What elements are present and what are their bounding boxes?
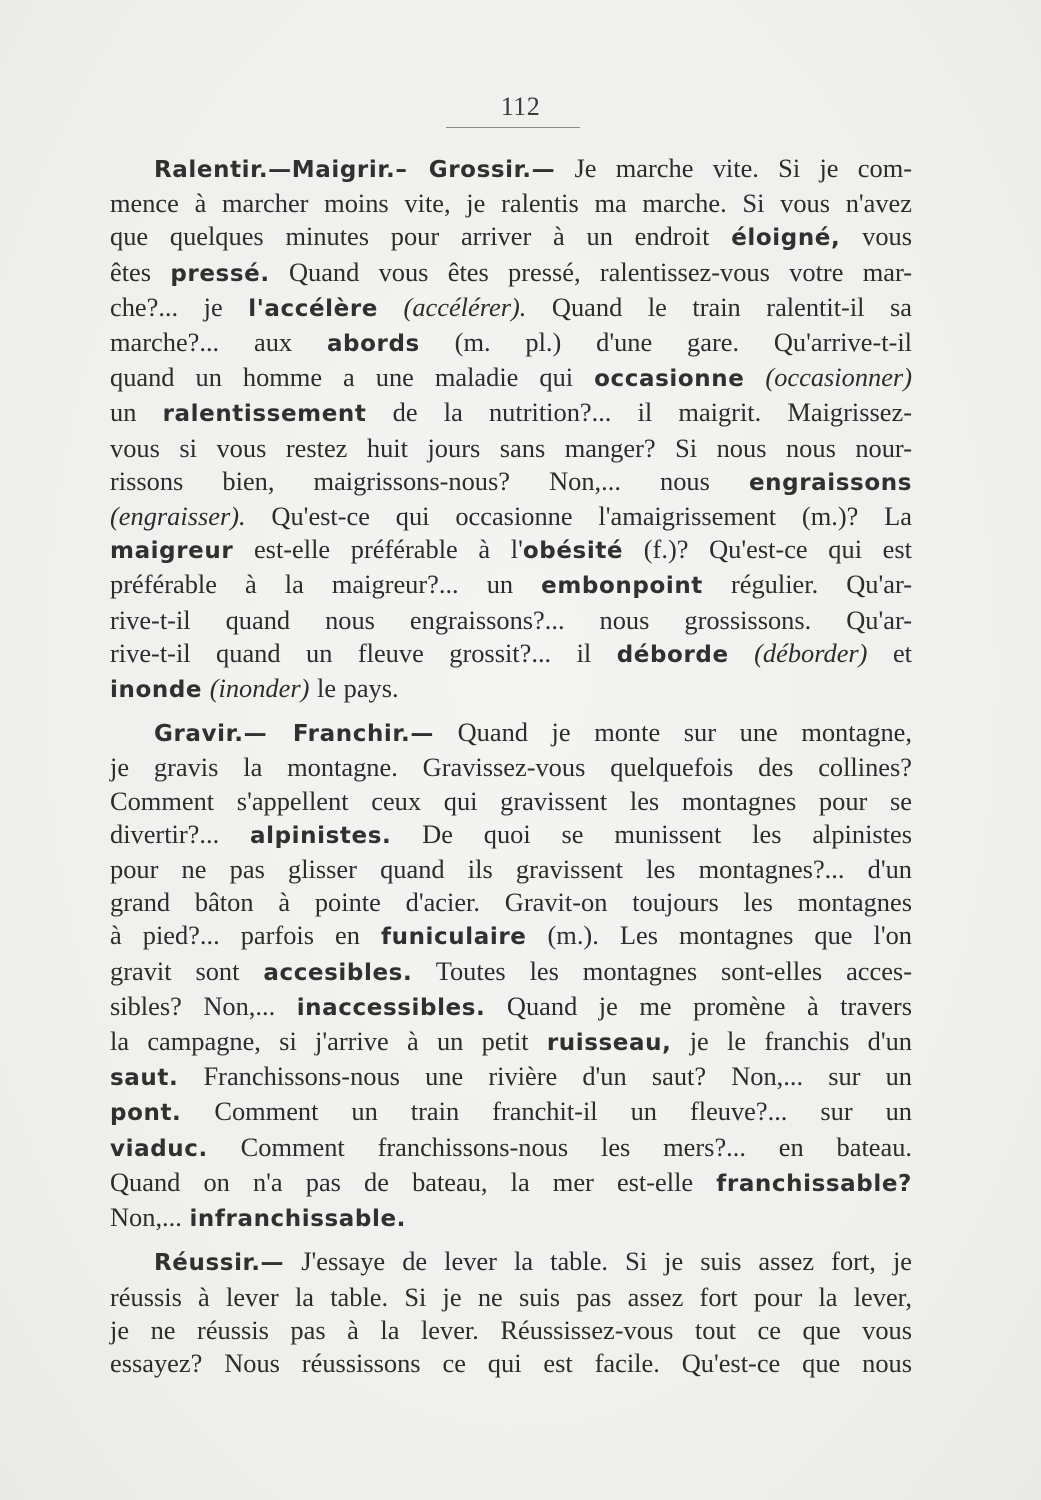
italic-term: (inonder)	[209, 673, 310, 704]
bold-term: inonde	[110, 677, 203, 704]
text-line	[110, 568, 912, 603]
text-line	[110, 152, 912, 187]
text-run: vous si vous restez huit jours sans manger? Si nous nous nour-	[110, 432, 912, 463]
text-run: Franchissons-nous une rivière d'un saut? Non,... sur un	[178, 1061, 912, 1092]
bold-term: pont.	[110, 1100, 182, 1127]
text-line	[110, 187, 912, 220]
text-run: réussis à lever la table. Si je ne suis pas assez fort pour la lever,	[110, 1281, 912, 1312]
text-line	[110, 886, 912, 919]
bold-term: déborde	[616, 641, 729, 668]
text-run: et	[867, 637, 912, 668]
bold-term: alpinistes.	[250, 822, 392, 849]
bold-term: pressé.	[170, 260, 270, 287]
italic-term: (engraisser).	[110, 501, 246, 532]
text-line	[110, 716, 912, 751]
text-run	[729, 638, 754, 668]
bold-term: éloigné,	[731, 225, 841, 252]
text-line	[110, 604, 912, 637]
bold-term: ruisseau,	[546, 1030, 672, 1057]
text-run: Non,...	[110, 1202, 190, 1233]
bold-term: funiculaire	[381, 924, 527, 951]
text-run: Quand le train ralentit-il sa	[526, 291, 912, 322]
bold-term: obésité	[522, 538, 624, 565]
bold-term: franchissable?	[716, 1170, 912, 1197]
bold-term: maigreur	[110, 538, 234, 565]
text-run: gravit sont	[110, 955, 264, 986]
text-run: pour ne pas glisser quand ils gravissent les montagnes?... d'un	[110, 854, 912, 885]
bold-term: accesibles.	[263, 959, 413, 986]
paragraph	[110, 1245, 912, 1380]
text-line	[110, 1095, 912, 1130]
text-run: essayez? Nous réussissons ce qui est facile. Qu'est-ce que nous	[110, 1347, 912, 1378]
text-line	[110, 672, 912, 707]
text-run: Qu'est-ce qui occasionne l'amaigrissement (m.)? La	[245, 501, 912, 532]
text-run: sibles? Non,...	[110, 990, 297, 1021]
text-run: che?... je	[110, 291, 249, 322]
text-run: quand un homme a une maladie qui	[110, 362, 595, 393]
text-run: régulier. Qu'ar-	[702, 569, 912, 600]
text-line	[110, 919, 912, 954]
bold-term: occasionne	[594, 366, 745, 393]
text-line	[110, 1166, 912, 1201]
bold-term: abords	[326, 331, 420, 358]
text-run: vous	[840, 221, 912, 252]
text-line	[110, 955, 912, 990]
text-run: grand bâton à pointe d'acier. Gravit-on toujours les montagnes	[110, 887, 912, 918]
text-run: que quelques minutes pour arriver à un endroit	[110, 221, 732, 252]
text-run: Comment un train franchit-il un fleuve?... sur un	[181, 1096, 912, 1127]
text-line	[110, 465, 912, 500]
text-line	[110, 853, 912, 886]
text-run: J'essaye de lever la table. Si je suis assez fort, je	[284, 1246, 912, 1277]
text-line	[110, 1314, 912, 1347]
text-run: Quand je monte sur une montagne,	[434, 717, 912, 748]
text-run: Quand vous êtes pressé, ralentissez-vous votre mar-	[269, 256, 912, 287]
text-line	[110, 533, 912, 568]
bold-term: Réussir.—	[154, 1250, 285, 1277]
bold-term: viaduc.	[110, 1135, 208, 1162]
text-run: Comment franchissons-nous les mers?... en bateau.	[207, 1131, 912, 1162]
text-run: un	[110, 397, 163, 428]
text-run: la campagne, si j'arrive à un petit	[110, 1026, 547, 1057]
bold-term: ralentissement	[162, 401, 367, 428]
text-run: mence à marcher moins vite, je ralentis ma marche. Si vous n'avez	[110, 188, 912, 219]
text-line	[110, 291, 912, 326]
text-run	[202, 673, 210, 703]
italic-term: (occasionner)	[765, 362, 912, 393]
text-run: êtes	[110, 256, 171, 287]
text-line	[110, 1281, 912, 1314]
text-run: Toutes les montagnes sont-elles acces-	[412, 955, 912, 986]
text-line	[110, 785, 912, 818]
text-line	[110, 990, 912, 1025]
italic-term: (accélérer).	[403, 291, 527, 322]
text-run: divertir?...	[110, 818, 251, 849]
text-line	[110, 818, 912, 853]
text-run: je ne réussis pas à la lever. Réussissez-vous tout ce que vous	[110, 1314, 912, 1345]
text-line	[110, 432, 912, 465]
text-run: je gravis la montagne. Gravissez-vous quelquefois des collines?	[110, 752, 912, 783]
bold-term: Gravir.— Franchir.—	[154, 721, 434, 748]
text-run: De quoi se munissent les alpinistes	[391, 818, 913, 849]
text-line	[110, 1245, 912, 1280]
text-run: Comment s'appellent ceux qui gravissent les montagnes pour se	[110, 785, 912, 816]
text-run: (f.)? Qu'est-ce qui est	[623, 534, 912, 565]
text-run	[744, 362, 765, 392]
text-run: rive-t-il quand nous engraissons?... nous grossissons. Qu'ar-	[110, 604, 912, 635]
paragraph	[110, 152, 912, 707]
text-line	[110, 256, 912, 291]
bold-term: embonpoint	[541, 573, 703, 600]
text-run: à pied?... parfois en	[110, 920, 381, 951]
text-run: le pays.	[309, 673, 399, 704]
text-run: Je marche vite. Si je com-	[555, 153, 913, 183]
text-run: rive-t-il quand un fleuve grossit?... il	[110, 637, 617, 668]
bold-term: engraissons	[748, 469, 912, 496]
italic-term: (déborder)	[754, 637, 868, 668]
text-run	[378, 292, 404, 322]
text-run: (m. pl.) d'une gare. Qu'arrive-t-il	[419, 327, 912, 358]
bold-term: saut.	[110, 1065, 179, 1092]
text-line	[110, 1347, 912, 1380]
paragraph	[110, 716, 912, 1236]
bold-term: Ralentir.—Maigrir.– Grossir.—	[154, 157, 556, 183]
text-run: de la nutrition?... il maigrit. Maigrissez-	[366, 397, 912, 428]
text-run: Quand on n'a pas de bateau, la mer est-elle	[110, 1166, 717, 1197]
text-line	[110, 1201, 912, 1236]
text-run: (m.). Les montagnes que l'on	[526, 920, 912, 951]
text-run: est-elle préférable à l'	[233, 534, 523, 565]
text-run: je le franchis d'un	[671, 1026, 912, 1057]
text-line	[110, 361, 912, 396]
bold-term: infranchissable.	[189, 1206, 407, 1233]
text-line	[110, 1131, 912, 1166]
body-text	[110, 152, 912, 1389]
text-line	[110, 326, 912, 361]
bold-term: l'accélère	[248, 295, 378, 322]
text-line	[110, 396, 912, 431]
text-line	[110, 500, 912, 533]
page-number: 112	[500, 92, 541, 121]
bold-term: inaccessibles.	[296, 994, 486, 1021]
text-run: marche?... aux	[110, 327, 327, 358]
text-run: Quand je me promène à travers	[485, 990, 912, 1021]
text-run: préférable à la maigreur?... un	[110, 569, 542, 600]
text-line	[110, 637, 912, 672]
text-line	[110, 751, 912, 784]
text-line	[110, 1060, 912, 1095]
header-rule	[446, 127, 580, 128]
text-line	[110, 220, 912, 255]
text-run: rissons bien, maigrissons-nous? Non,... nous	[110, 465, 749, 496]
text-line	[110, 1025, 912, 1060]
